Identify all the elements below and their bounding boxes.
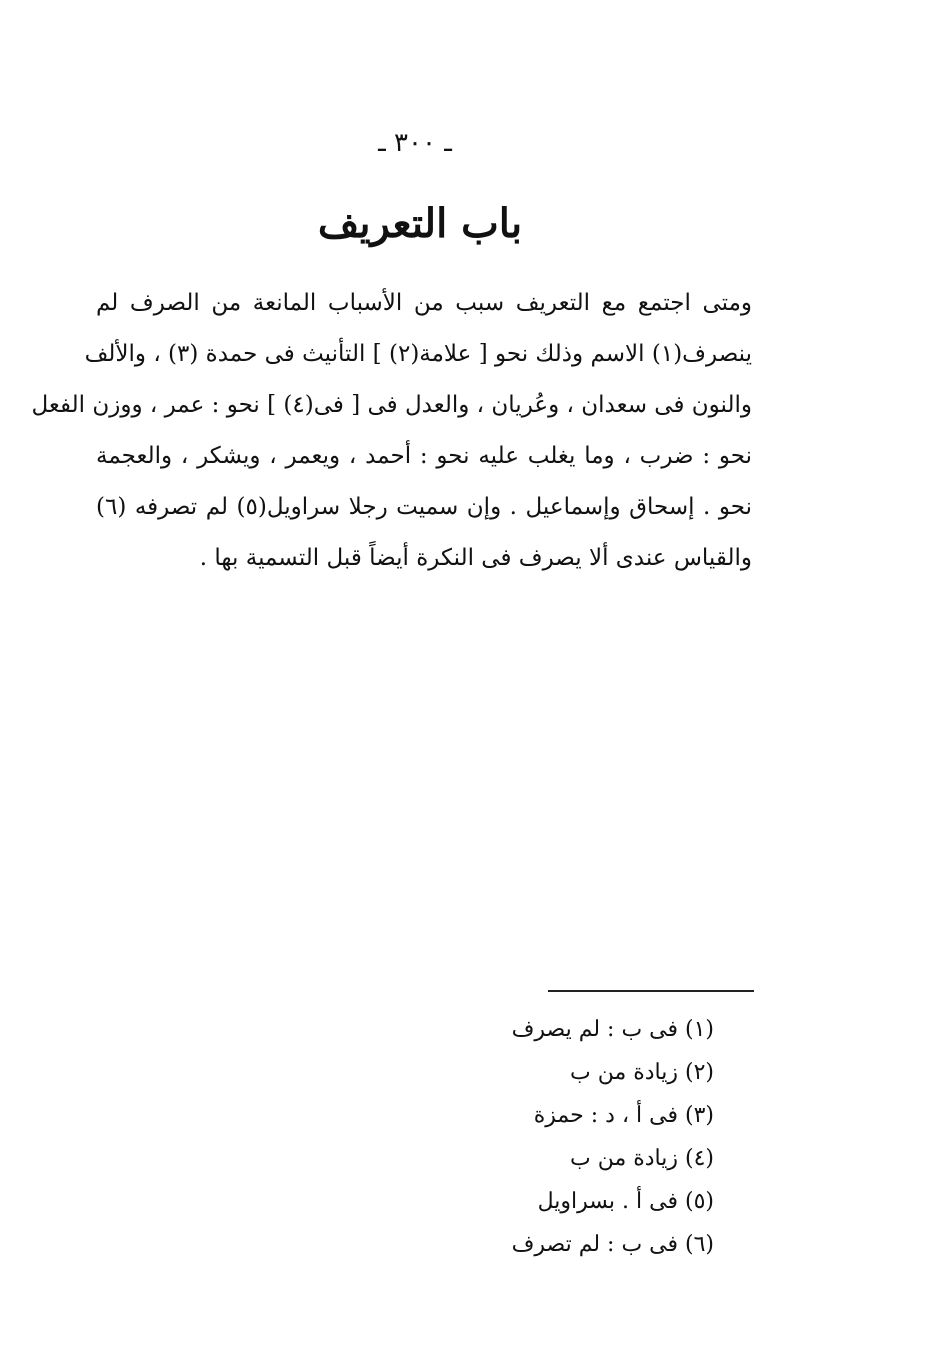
footnote-separator bbox=[548, 990, 754, 992]
footnotes-list bbox=[500, 1008, 714, 1266]
footnote-item: (٥) فى أ . بسراويل bbox=[537, 1189, 714, 1214]
chapter-title: باب التعريف bbox=[317, 200, 523, 247]
footnote-item: (١) فى ب : لم يصرف bbox=[511, 1017, 714, 1042]
footnote-item: (٦) فى ب : لم تصرف bbox=[511, 1232, 714, 1257]
body-paragraph bbox=[31, 278, 752, 584]
body-line: ومتى اجتمع مع التعريف سبب من الأسباب المانعة من الصرف لم bbox=[96, 290, 752, 316]
footnote-item: (٤) زيادة من ب bbox=[570, 1146, 714, 1171]
body-line: والنون فى سعدان ، وعُريان ، والعدل فى [ فى(٤) ] نحو : عمر ، ووزن الفعل bbox=[31, 392, 752, 418]
footnote-item: (٣) فى أ ، د : حمزة bbox=[533, 1103, 714, 1128]
footnote-item: (٢) زيادة من ب bbox=[570, 1060, 714, 1085]
body-line: نحو . إسحاق وإسماعيل . وإن سميت رجلا سراويل(٥) لم تصرفه (٦) bbox=[96, 494, 752, 520]
body-line: نحو : ضرب ، وما يغلب عليه نحو : أحمد ، ويعمر ، ويشكر ، والعجمة bbox=[96, 443, 752, 469]
body-line: ينصرف(١) الاسم وذلك نحو [ علامة(٢) ] التأنيث فى حمدة (٣) ، والألف bbox=[84, 341, 752, 367]
body-line: والقياس عندى ألا يصرف فى النكرة أيضاً قبل التسمية بها . bbox=[199, 545, 752, 571]
page-number: ـ ٣٠٠ ـ bbox=[378, 128, 452, 158]
